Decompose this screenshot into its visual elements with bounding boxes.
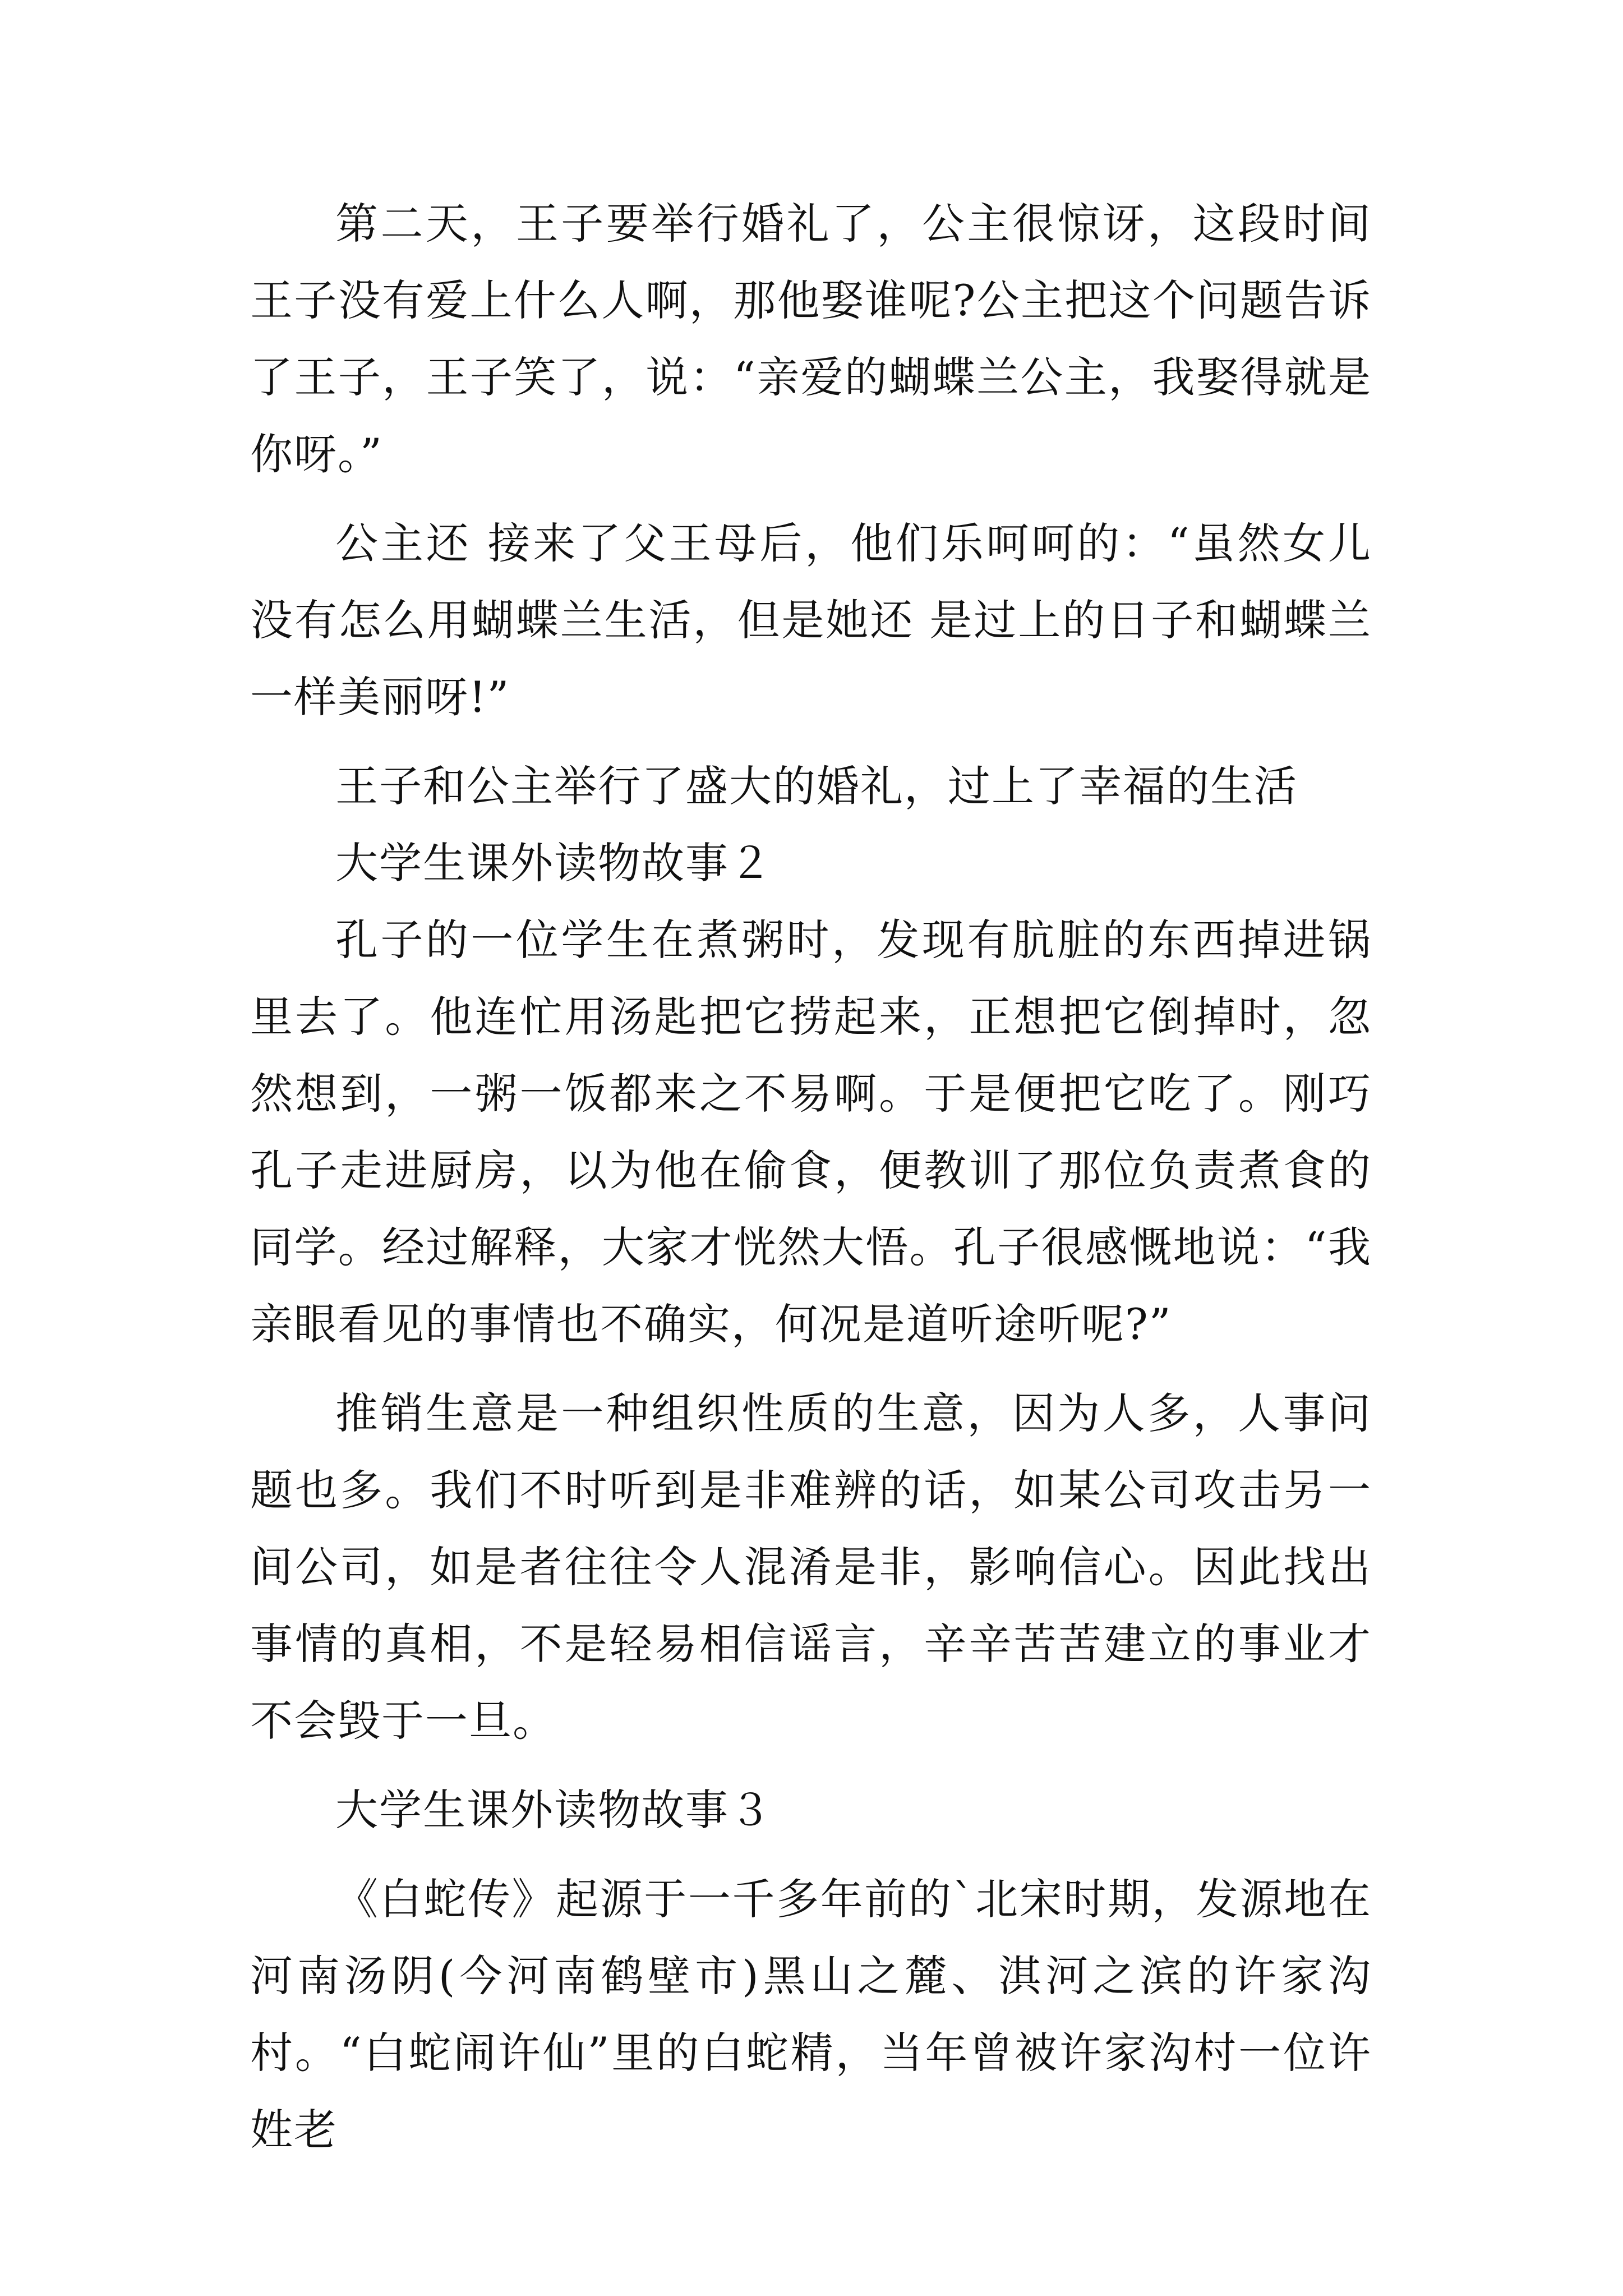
paragraph-wedding: 第二天，王子要举行婚礼了，公主很惊讶，这段时间王子没有爱上什么人啊，那他娶谁呢?公主把这个问题告诉了王子，王子笑了，说：“亲爱的蝴蝶兰公主，我娶得就是你呀。” — [250, 199, 1372, 479]
paragraph-parents: 公主还 接来了父王母后，他们乐呵呵的：“虽然女儿没有怎么用蝴蝶兰生活，但是她还 是过上的日子和蝴蝶兰一样美丽呀!” — [250, 518, 1372, 722]
paragraph-white-snake: 《白蛇传》起源于一千多年前的`北宋时期，发源地在河南汤阴(今河南鹤壁市)黑山之麓、淇河之滨的许家沟村。“白蛇闹许仙”里的白蛇精，当年曾被许家沟村一位许姓老 — [250, 1874, 1372, 2155]
paragraph-confucius: 孔子的一位学生在煮粥时，发现有肮脏的东西掉进锅里去了。他连忙用汤匙把它捞起来，正想把它倒掉时，忽然想到，一粥一饭都来之不易啊。于是便把它吃了。刚巧孔子走进厨房，以为他在偷食，便教训了那位负责煮食的同学。经过解释，大家才恍然大悟。孔子很感慨地说：“我亲眼看见的事情也不确实，何况是道听途听呢?” — [250, 915, 1372, 1349]
story-3-heading: 大学生课外读物故事３ — [335, 1785, 773, 1835]
document-body — [250, 185, 1372, 2168]
story-2-heading: 大学生课外读物故事２ — [335, 838, 773, 888]
paragraph-happy-ending: 王子和公主举行了盛大的婚礼，过上了幸福的生活 — [335, 761, 1298, 811]
paragraph-sales: 推销生意是一种组织性质的生意，因为人多，人事问题也多。我们不时听到是非难辨的话，如某公司攻击另一间公司，如是者往往令人混淆是非，影响信心。因此找出事情的真相，不是轻易相信谣言，辛辛苦苦建立的事业才不会毁于一旦。 — [250, 1388, 1372, 1746]
